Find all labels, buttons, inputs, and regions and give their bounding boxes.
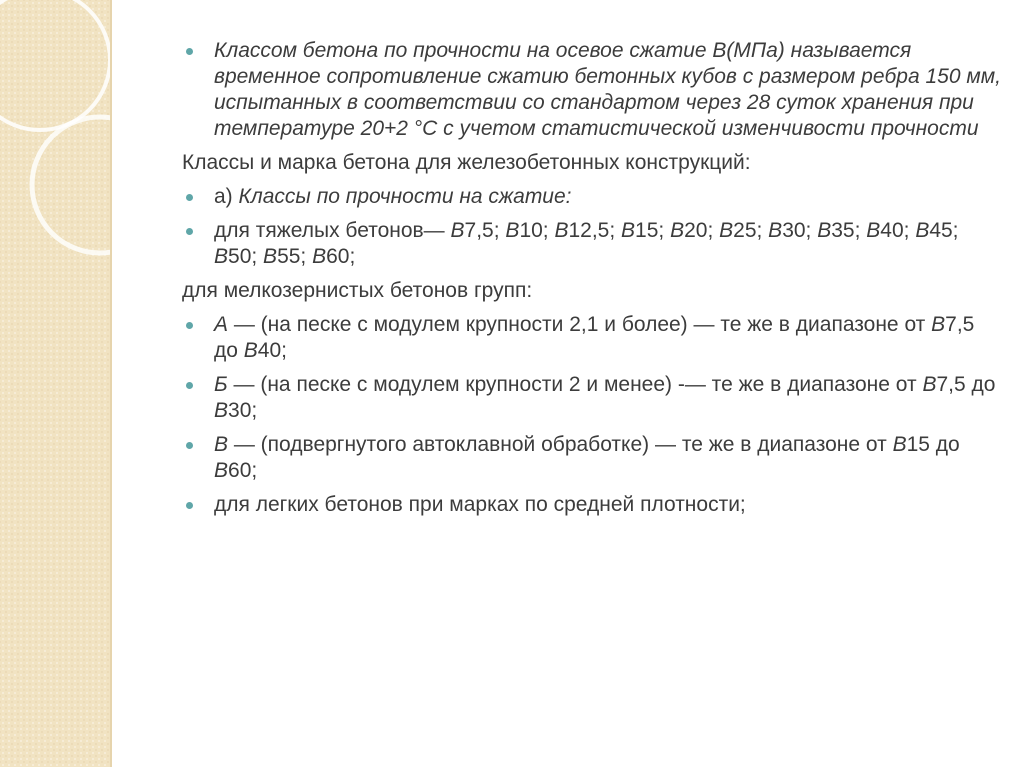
text-run: 15 до [906, 433, 960, 456]
text-run: 20; [684, 219, 720, 242]
text-run: 15; [635, 219, 671, 242]
text-run: — (подвергнутого автоклавной обработке) — те же в диапазоне от [228, 433, 893, 456]
text-run: 12,5; [568, 219, 622, 242]
decorative-rings [0, 0, 110, 767]
bullet-dot-icon [186, 194, 193, 201]
text-run: 30; [782, 219, 818, 242]
bullet-item [182, 218, 1002, 270]
text-run: В [931, 313, 946, 336]
decorative-sidebar [0, 0, 110, 767]
bullet-item [182, 492, 1002, 518]
text-run: 45; [929, 219, 959, 242]
text-run: В [312, 245, 327, 268]
text-run: В [214, 459, 229, 482]
text-run: В [817, 219, 832, 242]
bullet-item [182, 38, 1002, 142]
text-run: В [450, 219, 465, 242]
text-run: В [214, 245, 229, 268]
item-text [214, 313, 974, 362]
text-run: В [243, 339, 258, 362]
decorative-ring-top [0, 0, 110, 130]
text-run: В [892, 433, 907, 456]
text-line [182, 150, 1002, 176]
bullet-dot-icon [186, 382, 193, 389]
text-run: В [214, 399, 229, 422]
text-run: 7,5 до [936, 373, 996, 396]
item-text [214, 185, 572, 208]
text-run: В [768, 219, 783, 242]
text-run: 30; [228, 399, 258, 422]
bullet-dot-icon [186, 502, 193, 509]
text-run: В [505, 219, 520, 242]
text-run: В [866, 219, 881, 242]
bullet-item [182, 184, 1002, 210]
text-run: — (на песке с модулем крупности 2,1 и более) — те же в диапазоне от [228, 313, 932, 336]
text-run: для тяжелых бетонов— [214, 219, 451, 242]
text-run: В [922, 373, 937, 396]
decorative-ring-middle [32, 117, 110, 253]
text-run: В [621, 219, 636, 242]
text-run: 60; [326, 245, 356, 268]
text-run: В [554, 219, 569, 242]
text-run: 40; [880, 219, 916, 242]
bullet-item [182, 432, 1002, 484]
sidebar-divider [110, 0, 112, 767]
text-run: Классы по прочности на сжатие: [238, 185, 572, 208]
text-run: 7,5 до [214, 313, 975, 362]
bullet-dot-icon [186, 48, 193, 55]
item-text [214, 433, 960, 482]
bullet-dot-icon [186, 228, 193, 235]
text-run: 35; [831, 219, 867, 242]
bullet-dot-icon [186, 442, 193, 449]
bullet-item [182, 372, 1002, 424]
bullet-item [182, 312, 1002, 364]
item-text: для мелкозернистых бетонов групп: [182, 279, 533, 302]
text-run: В [915, 219, 930, 242]
item-text [214, 219, 959, 268]
text-run: — (на песке с модулем крупности 2 и менее) -— те же в диапазоне от [227, 373, 923, 396]
bullet-dot-icon [186, 322, 193, 329]
text-run: А [214, 313, 229, 336]
text-run: Б [214, 373, 228, 396]
text-run: В [719, 219, 734, 242]
text-line [182, 278, 1002, 304]
item-text: Классы и марка бетона для железобетонных конструкций: [182, 151, 751, 174]
text-run: 25; [733, 219, 769, 242]
text-run: 40; [257, 339, 287, 362]
item-text: Классом бетона по прочности на осевое сжатие В(МПа) называется временное сопротивление сжатию бетонных кубов с размером ребра 150 мм, испытанных в соответствии со стандартом через 28 суток хранения при температуре 20+2 °С с учетом статистической изменчивости прочности [214, 39, 1001, 140]
text-run: 10; [519, 219, 555, 242]
text-run: В [670, 219, 685, 242]
text-run: а) [214, 185, 239, 208]
text-run: 60; [228, 459, 258, 482]
text-run: В [263, 245, 278, 268]
item-text [214, 373, 995, 422]
text-run: 55; [277, 245, 313, 268]
text-run: 50; [228, 245, 264, 268]
item-text: для легких бетонов при марках по средней плотности; [214, 493, 746, 516]
text-run: В [214, 433, 229, 456]
text-run: 7,5; [464, 219, 506, 242]
slide-content [182, 38, 1002, 526]
